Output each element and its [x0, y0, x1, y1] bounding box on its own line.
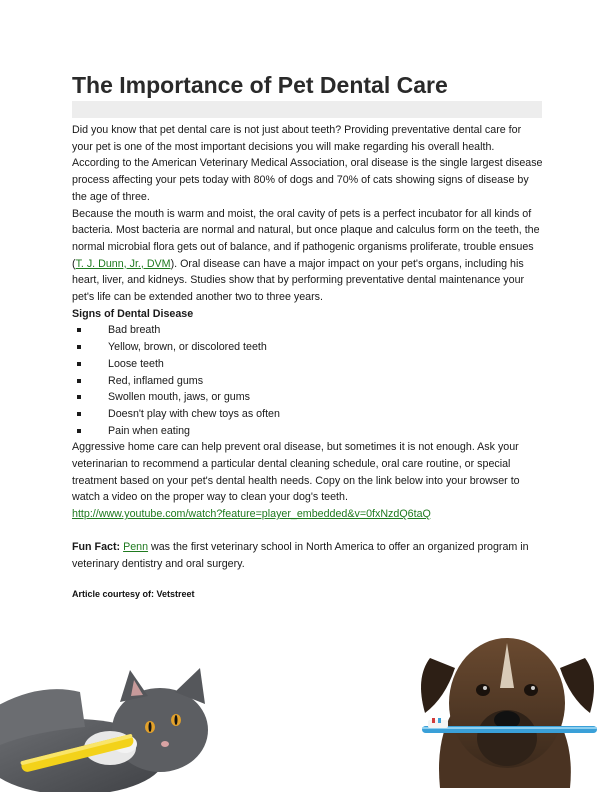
list-item — [72, 373, 544, 390]
signs-heading: Signs of Dental Disease — [72, 307, 194, 320]
list-item — [72, 322, 544, 339]
sign-text: Loose teeth — [108, 357, 164, 370]
video-link[interactable]: http://www.youtube.com/watch?feature=player_embedded&v=0fxNzdQ6taQ — [72, 508, 431, 521]
sign-text: Swollen mouth, jaws, or gums — [108, 391, 250, 404]
article-body — [72, 122, 544, 572]
list-item — [72, 423, 544, 440]
dog-with-toothbrush-image — [410, 628, 605, 788]
bacteria-paragraph — [72, 206, 544, 306]
sign-text: Red, inflamed gums — [108, 374, 204, 387]
bullet-icon — [77, 328, 81, 332]
article-title: The Importance of Pet Dental Care — [72, 72, 448, 98]
author-link[interactable]: T. J. Dunn, Jr., DVM — [75, 257, 171, 270]
sign-text: Pain when eating — [108, 424, 190, 437]
video-link-paragraph — [72, 506, 544, 523]
signs-list — [72, 322, 544, 439]
title-underline-bar — [72, 101, 542, 118]
bullet-icon — [77, 379, 81, 383]
penn-link[interactable]: Penn — [123, 540, 149, 553]
fun-fact-text: was the first veterinary school in North America to offer an organized program in veterinary dentistry and oral surgery. — [72, 540, 529, 570]
bullet-icon — [77, 345, 81, 349]
list-item — [72, 339, 544, 356]
bullet-icon — [77, 362, 81, 366]
bullet-icon — [77, 429, 81, 433]
fun-fact-paragraph — [72, 539, 544, 572]
spacer — [72, 523, 544, 539]
intro-paragraph: Did you know that pet dental care is not just about teeth? Providing preventative dental care for your pet is one of the most important decisions you will make regarding his overall health. According to the American Veterinary Medical Association, oral disease is the single largest disease process affecting your pets today with 80% of dogs and 70% of cats showing signs of disease by the age of three. — [72, 124, 543, 203]
sign-text: Yellow, brown, or discolored teeth — [108, 341, 267, 354]
bullet-icon — [77, 412, 81, 416]
bullet-icon — [77, 395, 81, 399]
fun-fact-label: Fun Fact: — [72, 540, 121, 553]
sign-text: Bad breath — [108, 324, 161, 337]
list-item — [72, 389, 544, 406]
bacteria-text-start: Because the mouth is warm and moist, the oral cavity of pets is a perfect incubator for all kinds of bacteria. Most bacteria are normal and natural, but once plaque and calculus form on the teeth, the normal microbial flora gets out of balance, and if pathogenic organisms proliferate, trouble ensues ( — [72, 207, 540, 270]
bacteria-text-end: ). Oral disease can have a major impact on your pet's organs, including his heart, liver, and kidneys. Studies show that by performing preventative dental maintenance your pet's life can be extended another two to three years. — [72, 257, 525, 304]
list-item — [72, 406, 544, 423]
list-item — [72, 356, 544, 373]
home-care-paragraph: Aggressive home care can help prevent oral disease, but sometimes it is not enough. Ask your veterinarian to recommend a particular dental cleaning schedule, oral care routine, or special treatment based on your pet's dental health needs. Copy on the link below into your browser to watch a video on the proper way to clean your dog's teeth. — [72, 441, 520, 504]
article-courtesy: Article courtesy of: Vetstreet — [72, 589, 195, 599]
cat-with-toothbrush-image — [0, 652, 240, 792]
sign-text: Doesn't play with chew toys as often — [108, 407, 280, 420]
